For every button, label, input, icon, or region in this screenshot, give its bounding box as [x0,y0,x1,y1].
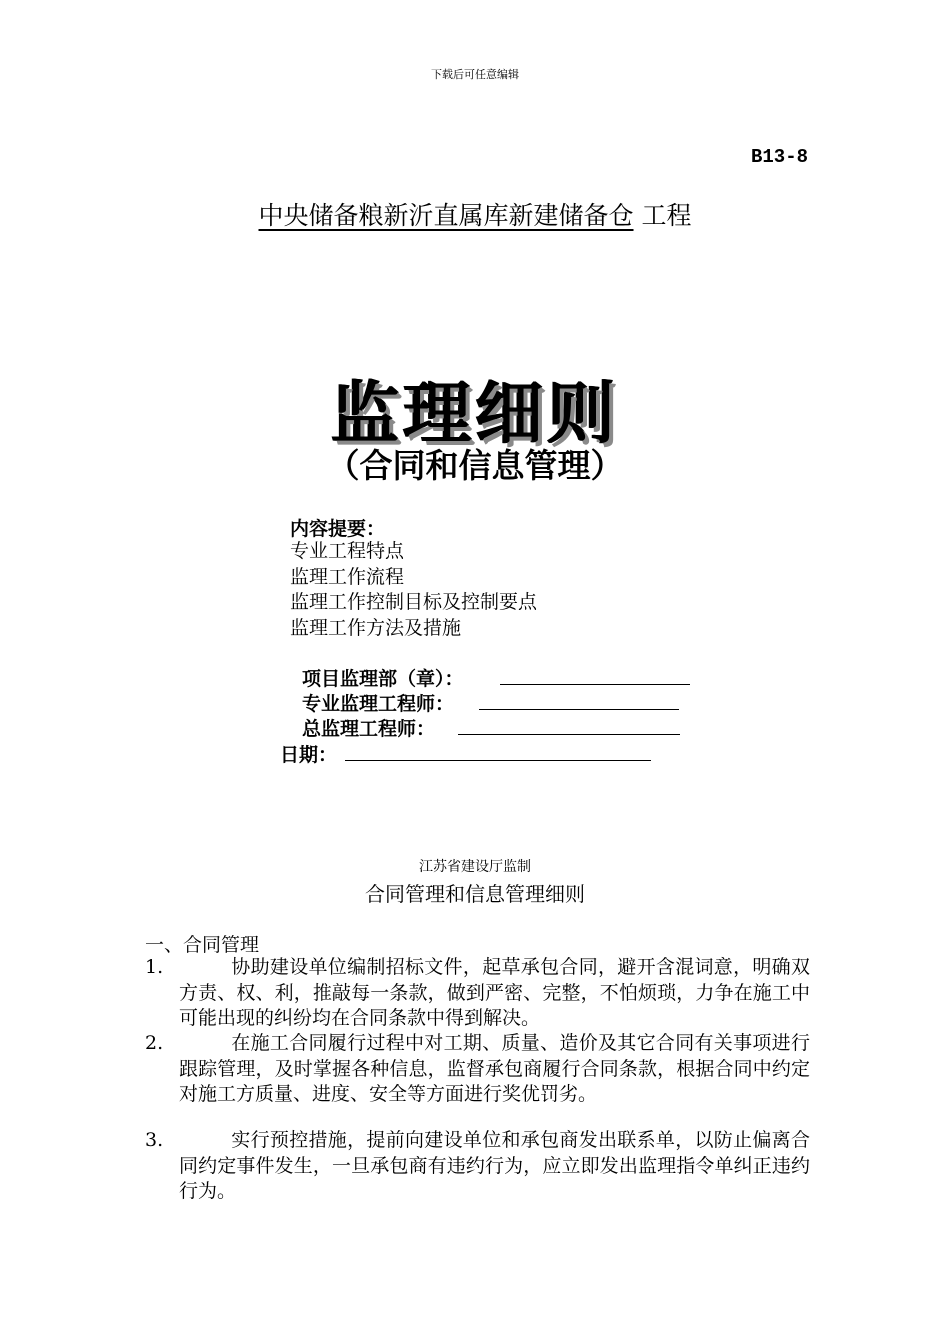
contents-item: 监理工作控制目标及控制要点 [290,591,538,613]
contents-item: 监理工作流程 [290,565,405,588]
document-code: B13-8 [750,146,808,168]
contents-item: 专业工程特点 [290,540,405,562]
item-number: 3. [145,1129,164,1151]
subtitle: （合同和信息管理） [326,446,624,485]
item-text: 实行预控措施，提前向建设单位和承包商发出联系单，以防止偏离合同约定事件发生，一旦承包商有违约行为，应立即发出监理指令单纠正违约行为。 [179,1129,810,1202]
item-number: 1. [145,956,164,978]
date-label: 日期： [280,744,338,766]
chief-label: 总监理工程师： [302,718,436,740]
chief-signature-line [458,734,680,735]
list-item [145,955,810,1032]
section-heading: 一、合同管理 [145,934,260,956]
dept-signature-line [500,684,690,685]
specialist-label: 专业监理工程师： [302,693,455,715]
contents-list [290,539,537,641]
document-subtitle: 合同管理和信息管理细则 [365,882,585,906]
item-number: 2. [145,1032,164,1054]
item-text: 协助建设单位编制招标文件，起草承包合同，避开含混词意，明确双方责、权、利，推敲每一条款，做到严密、完整，不怕烦琐，力争在施工中可能出现的纠纷均在合同条款中得到解决。 [179,956,810,1029]
dept-label: 项目监理部（章）： [302,668,464,690]
contents-heading: 内容提要： [290,518,386,540]
item-text: 在施工合同履行过程中对工期、质量、造价及其它合同有关事项进行跟踪管理，及时掌握各种信息，监督承包商履行合同条款，根据合同中约定对施工方质量、进度、安全等方面进行奖优罚劣。 [179,1032,810,1105]
project-suffix: 工程 [641,201,692,230]
main-title: 监理细则 [330,375,619,454]
date-signature-line [345,760,651,761]
project-title [0,196,950,232]
list-item [145,1031,810,1108]
contents-item: 监理工作方法及措施 [290,616,462,639]
specialist-signature-line [479,709,679,710]
header-note: 下载后可任意编辑 [431,68,519,81]
list-item [145,1128,810,1205]
project-name: 中央储备粮新沂直属库新建储备仓 [258,201,634,230]
issuer: 江苏省建设厅监制 [419,859,531,875]
